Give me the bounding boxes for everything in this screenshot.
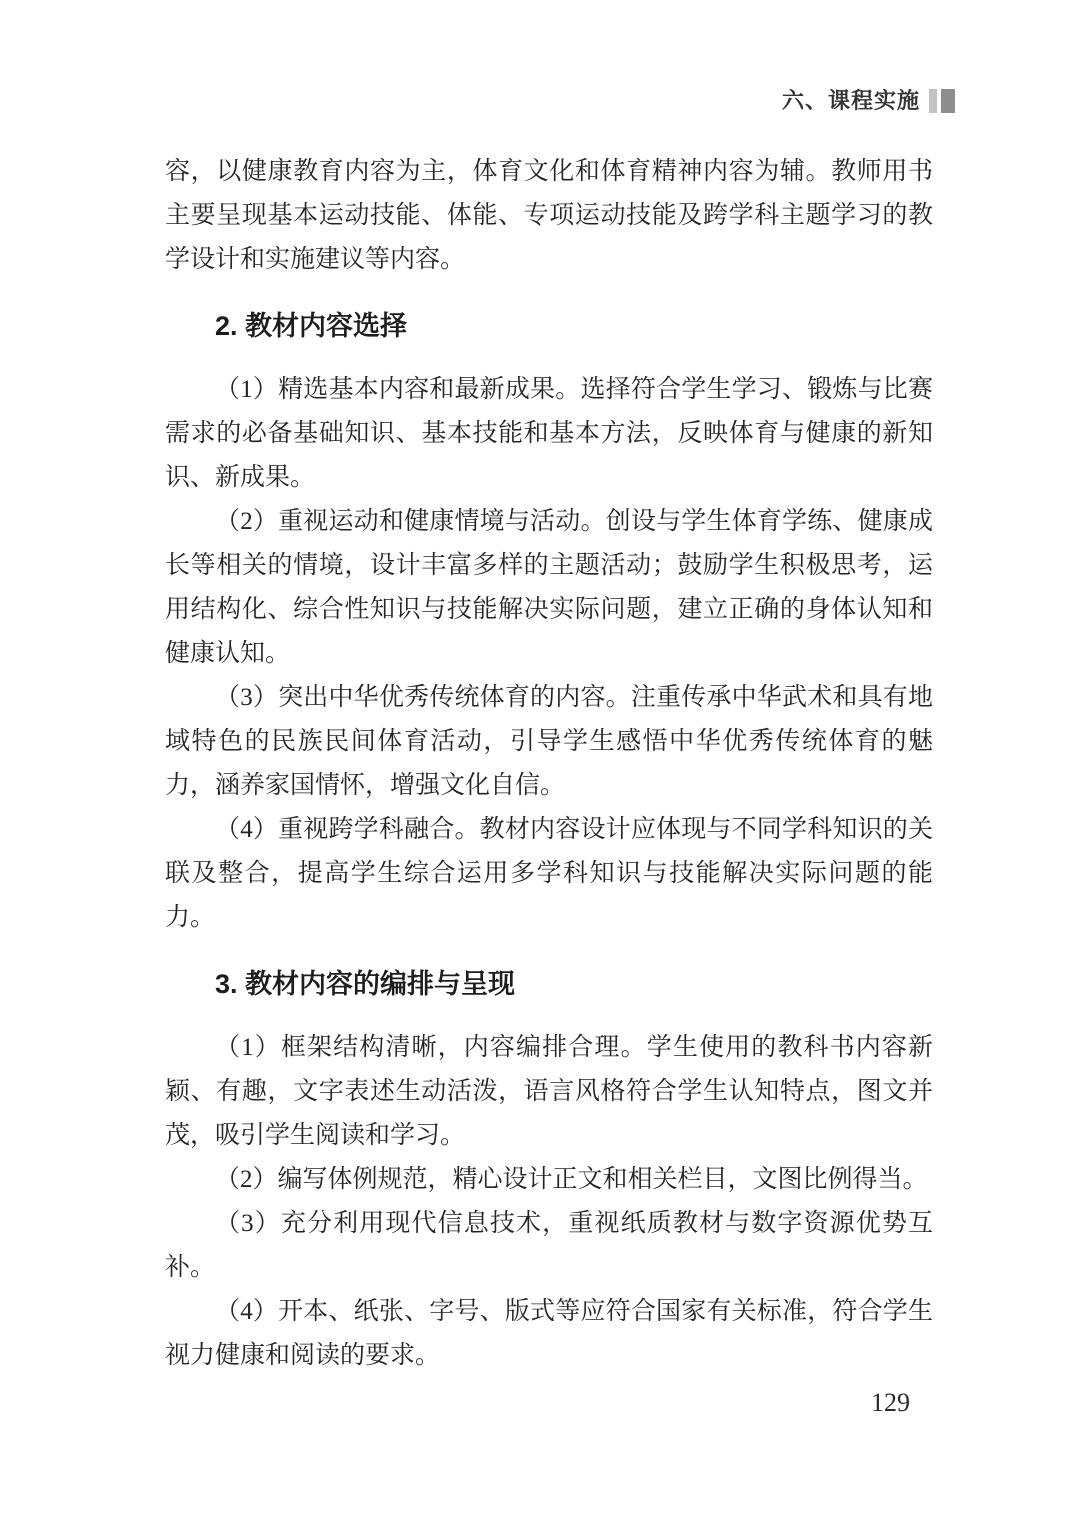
section-2-paragraph-3: （3）突出中华优秀传统体育的内容。注重传承中华武术和具有地域特色的民族民间体育活动，引导学生感悟中华优秀传统体育的魅力，涵养家国情怀，增强文化自信。 <box>165 684 933 799</box>
section-3-paragraph-4: （4）开本、纸张、字号、版式等应符合国家有关标准，符合学生视力健康和阅读的要求。 <box>165 1298 933 1369</box>
page-number: 129 <box>871 1388 910 1417</box>
section-heading-3: 3. 教材内容的编排与呈现 <box>215 969 516 999</box>
intro-paragraph: 容，以健康教育内容为主，体育文化和体育精神内容为辅。教师用书主要呈现基本运动技能、体能、专项运动技能及跨学科主题学习的教学设计和实施建议等内容。 <box>165 158 933 273</box>
section-heading-2: 2. 教材内容选择 <box>215 311 408 341</box>
running-header <box>782 88 955 114</box>
section-3-paragraph-2: （2）编写体例规范，精心设计正文和相关栏目，文图比例得当。 <box>215 1166 928 1193</box>
header-bar-dark-icon <box>941 89 955 113</box>
page-body <box>165 150 933 1378</box>
section-2-paragraph-2: （2）重视运动和健康情境与活动。创设与学生体育学练、健康成长等相关的情境，设计丰富多样的主题活动；鼓励学生积极思考，运用结构化、综合性知识与技能解决实际问题，建立正确的身体认知和健康认知。 <box>165 508 933 667</box>
section-2-paragraph-1: （1）精选基本内容和最新成果。选择符合学生学习、锻炼与比赛需求的必备基础知识、基本技能和基本方法，反映体育与健康的新知识、新成果。 <box>165 376 933 491</box>
section-2-paragraph-4: （4）重视跨学科融合。教材内容设计应体现与不同学科知识的关联及整合，提高学生综合运用多学科知识与技能解决实际问题的能力。 <box>165 816 933 931</box>
header-bar-light-icon <box>929 89 937 113</box>
running-header-title: 六、课程实施 <box>781 88 920 113</box>
section-3-paragraph-3: （3）充分利用现代信息技术，重视纸质教材与数字资源优势互补。 <box>165 1210 933 1281</box>
section-3-paragraph-1: （1）框架结构清晰，内容编排合理。学生使用的教科书内容新颖、有趣，文字表述生动活泼，语言风格符合学生认知特点，图文并茂，吸引学生阅读和学习。 <box>165 1034 933 1149</box>
